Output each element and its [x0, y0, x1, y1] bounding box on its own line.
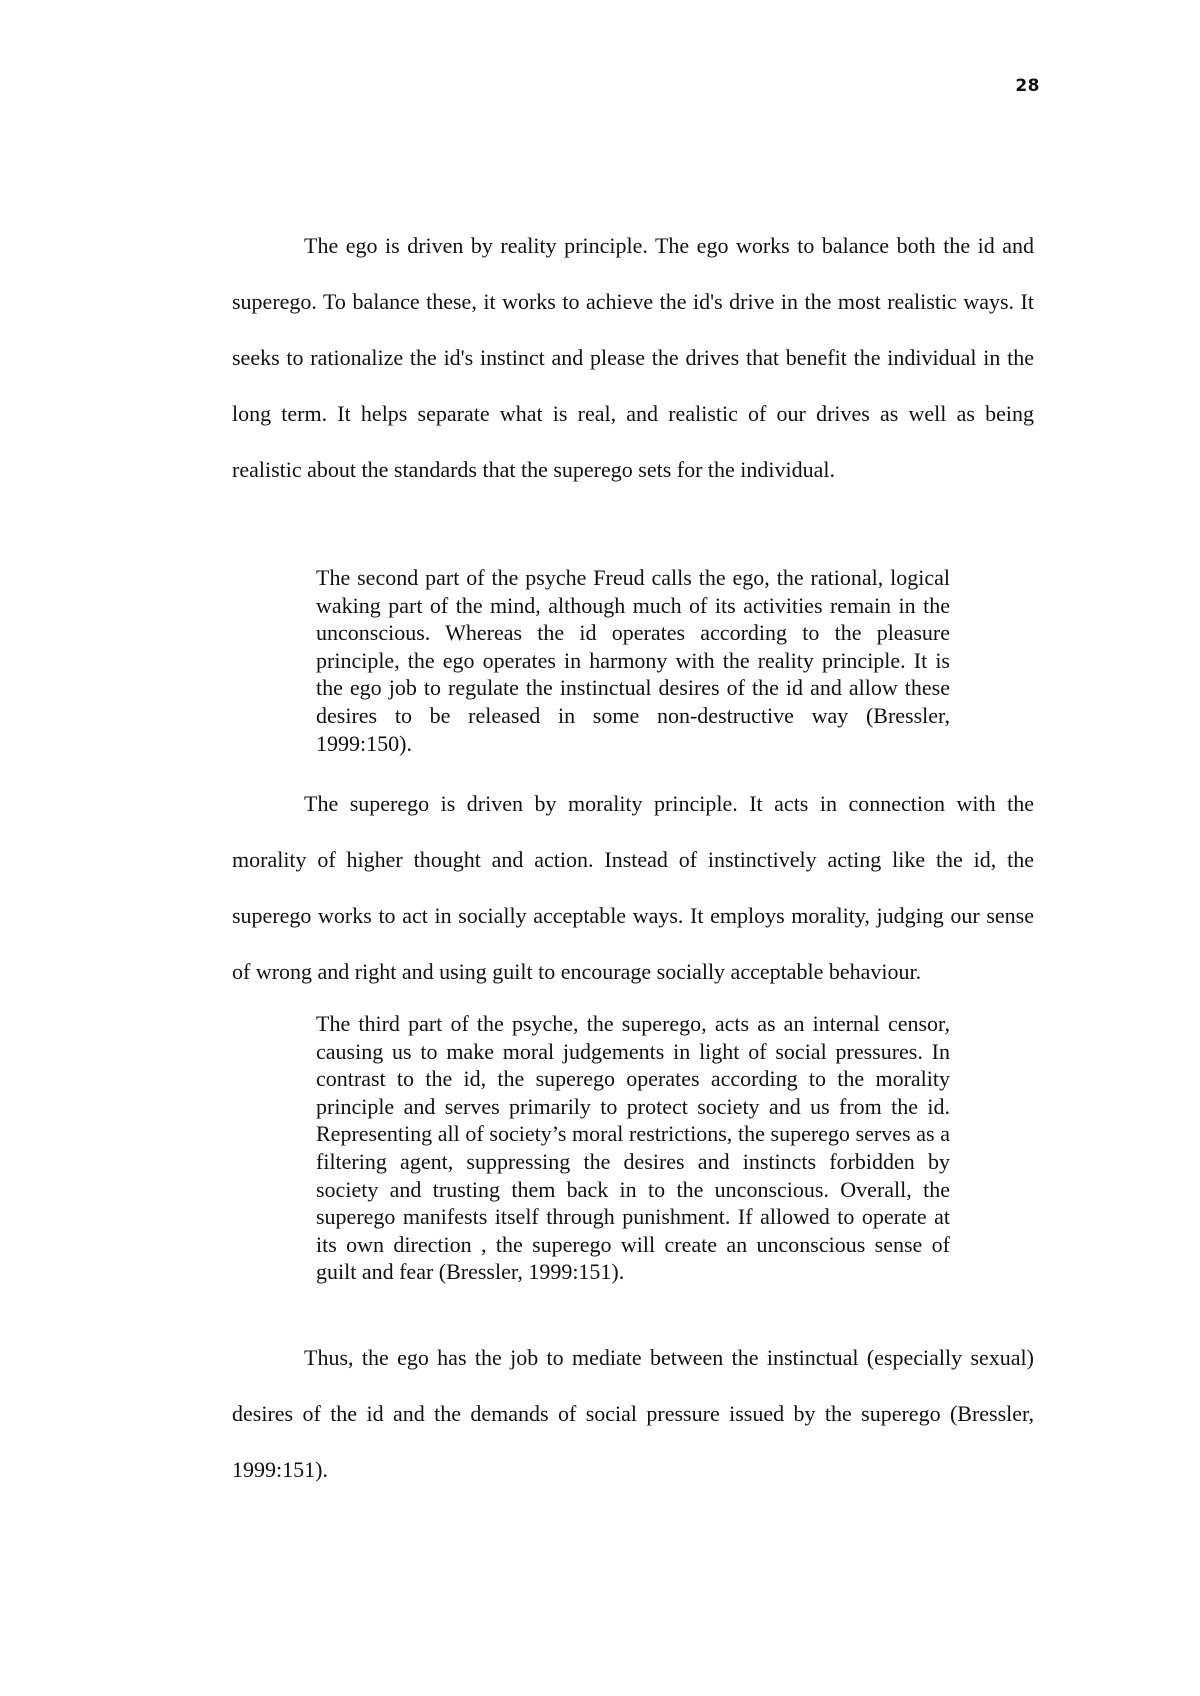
block-quote-superego: The third part of the psyche, the superego, acts as an internal censor, causing us to make moral judgements in light of social pressures. In contrast to the id, the superego operates according to the morality principle and serves primarily to protect society and us from the id. Representing all of society’s moral restrictions, the superego serves as a filtering agent, suppressing the desires and instincts forbidden by society and trusting them back in to the unconscious. Overall, the superego manifests itself through punishment. If allowed to operate at its own direction , the superego will create an unconscious sense of guilt and fear (Bressler, 1999:151).: [316, 1011, 950, 1285]
paragraph-conclusion: Thus, the ego has the job to mediate between the instinctual (especially sexual) desires of the id and the demands of social pressure issued by the superego (Bressler, 1999:151).: [232, 1345, 1034, 1482]
paragraph-ego: The ego is driven by reality principle. The ego works to balance both the id and superego. To balance these, it works to achieve the id's drive in the most realistic ways. It seeks to rationalize the id's instinct and please the drives that benefit the individual in the long term. It helps separate what is real, and realistic of our drives as well as being realistic about the standards that the superego sets for the individual.: [232, 233, 1034, 482]
paragraph-superego: The superego is driven by morality principle. It acts in connection with the morality of higher thought and action. Instead of instinctively acting like the id, the superego works to act in socially acceptable ways. It employs morality, judging our sense of wrong and right and using guilt to encourage socially acceptable behaviour.: [232, 791, 1034, 984]
block-quote-ego: The second part of the psyche Freud calls the ego, the rational, logical waking part of the mind, although much of its activities remain in the unconscious. Whereas the id operates according to the pleasure principle, the ego operates in harmony with the reality principle. It is the ego job to regulate the instinctual desires of the id and allow these desires to be released in some non-destructive way (Bressler, 1999:150).: [316, 565, 950, 756]
page-number: 28: [1015, 76, 1040, 96]
